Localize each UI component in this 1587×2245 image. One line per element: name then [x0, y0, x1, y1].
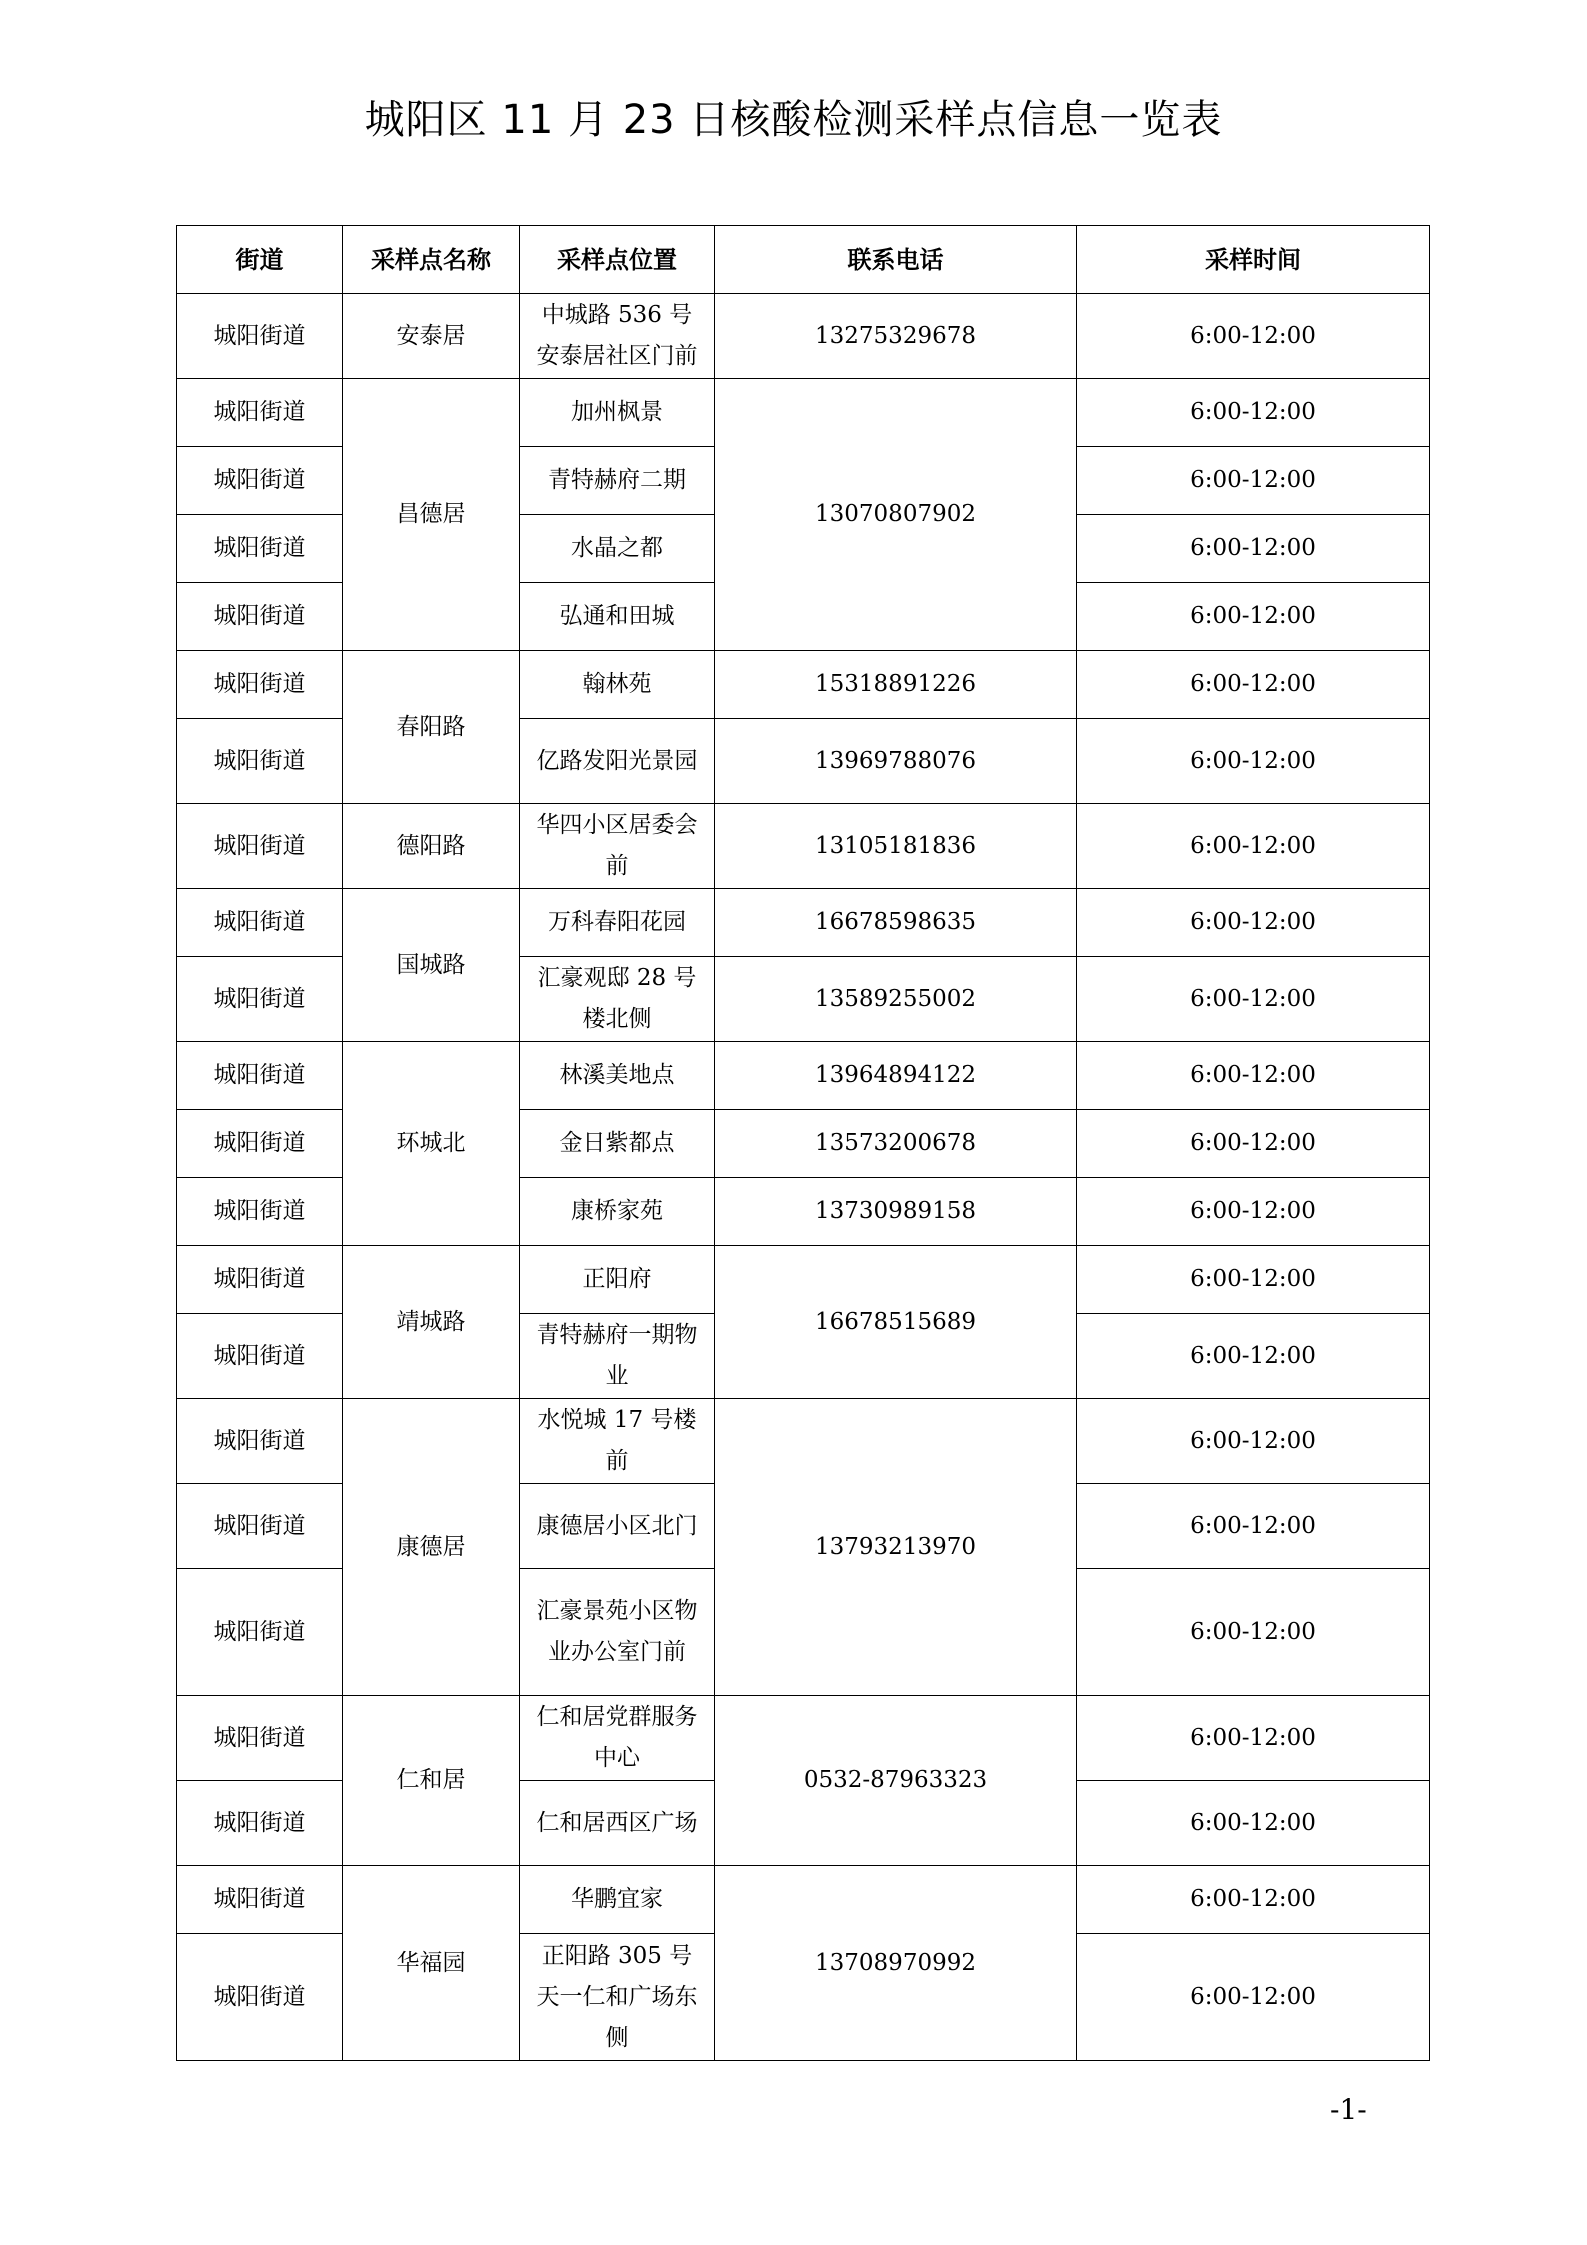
street-cell: 城阳街道: [177, 1314, 343, 1399]
time-cell: 6:00-12:00: [1077, 1399, 1430, 1484]
location-cell: 华鹏宜家: [520, 1866, 715, 1934]
time-cell: 6:00-12:00: [1077, 294, 1430, 379]
table-row: [177, 1042, 1430, 1110]
table-row: [177, 651, 1430, 719]
time-cell: 6:00-12:00: [1077, 889, 1430, 957]
time-cell: 6:00-12:00: [1077, 1110, 1430, 1178]
location-cell: 水悦城 17 号楼前: [520, 1399, 715, 1484]
time-cell: 6:00-12:00: [1077, 1866, 1430, 1934]
location-cell: 水晶之都: [520, 515, 715, 583]
location-cell: 林溪美地点: [520, 1042, 715, 1110]
street-cell: 城阳街道: [177, 1042, 343, 1110]
header-site-name: 采样点名称: [343, 226, 520, 294]
site-name-cell: 仁和居: [343, 1696, 520, 1866]
time-cell: 6:00-12:00: [1077, 1569, 1430, 1696]
street-cell: 城阳街道: [177, 1484, 343, 1569]
time-cell: 6:00-12:00: [1077, 515, 1430, 583]
phone-cell: 13573200678: [715, 1110, 1077, 1178]
table-row: [177, 379, 1430, 447]
phone-cell: 13964894122: [715, 1042, 1077, 1110]
phone-cell: 13708970992: [715, 1866, 1077, 2061]
header-row: [177, 226, 1430, 294]
phone-cell: 13589255002: [715, 957, 1077, 1042]
street-cell: 城阳街道: [177, 1781, 343, 1866]
street-cell: 城阳街道: [177, 1569, 343, 1696]
time-cell: 6:00-12:00: [1077, 1246, 1430, 1314]
location-cell: 加州枫景: [520, 379, 715, 447]
street-cell: 城阳街道: [177, 1934, 343, 2061]
table-row: [177, 804, 1430, 889]
time-cell: 6:00-12:00: [1077, 1781, 1430, 1866]
site-name-cell: 国城路: [343, 889, 520, 1042]
time-cell: 6:00-12:00: [1077, 1314, 1430, 1399]
phone-cell: 13969788076: [715, 719, 1077, 804]
street-cell: 城阳街道: [177, 804, 343, 889]
header-street: 街道: [177, 226, 343, 294]
location-cell: 金日紫都点: [520, 1110, 715, 1178]
time-cell: 6:00-12:00: [1077, 804, 1430, 889]
header-site-location: 采样点位置: [520, 226, 715, 294]
phone-cell: 16678515689: [715, 1246, 1077, 1399]
phone-cell: 0532-87963323: [715, 1696, 1077, 1866]
phone-cell: 15318891226: [715, 651, 1077, 719]
street-cell: 城阳街道: [177, 719, 343, 804]
header-time: 采样时间: [1077, 226, 1430, 294]
site-name-cell: 华福园: [343, 1866, 520, 2061]
site-name-cell: 春阳路: [343, 651, 520, 804]
table-row: [177, 1246, 1430, 1314]
time-cell: 6:00-12:00: [1077, 1484, 1430, 1569]
page-number: -1-: [1330, 2093, 1367, 2126]
site-name-cell: 昌德居: [343, 379, 520, 651]
street-cell: 城阳街道: [177, 1399, 343, 1484]
location-cell: 汇豪景苑小区物业办公室门前: [520, 1569, 715, 1696]
location-cell: 亿路发阳光景园: [520, 719, 715, 804]
table-row: [177, 294, 1430, 379]
site-name-cell: 安泰居: [343, 294, 520, 379]
location-cell: 康桥家苑: [520, 1178, 715, 1246]
street-cell: 城阳街道: [177, 1696, 343, 1781]
phone-cell: 16678598635: [715, 889, 1077, 957]
street-cell: 城阳街道: [177, 583, 343, 651]
location-cell: 仁和居党群服务中心: [520, 1696, 715, 1781]
time-cell: 6:00-12:00: [1077, 1178, 1430, 1246]
location-cell: 康德居小区北门: [520, 1484, 715, 1569]
time-cell: 6:00-12:00: [1077, 447, 1430, 515]
phone-cell: 13275329678: [715, 294, 1077, 379]
street-cell: 城阳街道: [177, 1110, 343, 1178]
time-cell: 6:00-12:00: [1077, 379, 1430, 447]
time-cell: 6:00-12:00: [1077, 1934, 1430, 2061]
table-row: [177, 1399, 1430, 1484]
street-cell: 城阳街道: [177, 294, 343, 379]
street-cell: 城阳街道: [177, 957, 343, 1042]
street-cell: 城阳街道: [177, 379, 343, 447]
site-name-cell: 康德居: [343, 1399, 520, 1696]
location-cell: 仁和居西区广场: [520, 1781, 715, 1866]
street-cell: 城阳街道: [177, 1866, 343, 1934]
street-cell: 城阳街道: [177, 447, 343, 515]
phone-cell: 13070807902: [715, 379, 1077, 651]
phone-cell: 13730989158: [715, 1178, 1077, 1246]
location-cell: 青特赫府二期: [520, 447, 715, 515]
street-cell: 城阳街道: [177, 651, 343, 719]
time-cell: 6:00-12:00: [1077, 583, 1430, 651]
site-name-cell: 靖城路: [343, 1246, 520, 1399]
header-phone: 联系电话: [715, 226, 1077, 294]
time-cell: 6:00-12:00: [1077, 957, 1430, 1042]
site-name-cell: 环城北: [343, 1042, 520, 1246]
street-cell: 城阳街道: [177, 515, 343, 583]
sampling-sites-table: [176, 225, 1430, 2061]
street-cell: 城阳街道: [177, 889, 343, 957]
street-cell: 城阳街道: [177, 1178, 343, 1246]
location-cell: 中城路 536 号安泰居社区门前: [520, 294, 715, 379]
time-cell: 6:00-12:00: [1077, 1042, 1430, 1110]
location-cell: 弘通和田城: [520, 583, 715, 651]
location-cell: 汇豪观邸 28 号楼北侧: [520, 957, 715, 1042]
table-row: [177, 889, 1430, 957]
time-cell: 6:00-12:00: [1077, 1696, 1430, 1781]
phone-cell: 13793213970: [715, 1399, 1077, 1696]
time-cell: 6:00-12:00: [1077, 719, 1430, 804]
location-cell: 青特赫府一期物业: [520, 1314, 715, 1399]
time-cell: 6:00-12:00: [1077, 651, 1430, 719]
phone-cell: 13105181836: [715, 804, 1077, 889]
location-cell: 正阳府: [520, 1246, 715, 1314]
site-name-cell: 德阳路: [343, 804, 520, 889]
location-cell: 万科春阳花园: [520, 889, 715, 957]
location-cell: 正阳路 305 号天一仁和广场东侧: [520, 1934, 715, 2061]
street-cell: 城阳街道: [177, 1246, 343, 1314]
location-cell: 翰林苑: [520, 651, 715, 719]
table-row: [177, 1696, 1430, 1781]
table-row: [177, 1866, 1430, 1934]
page-title: 城阳区 11 月 23 日核酸检测采样点信息一览表: [364, 97, 1223, 143]
location-cell: 华四小区居委会前: [520, 804, 715, 889]
